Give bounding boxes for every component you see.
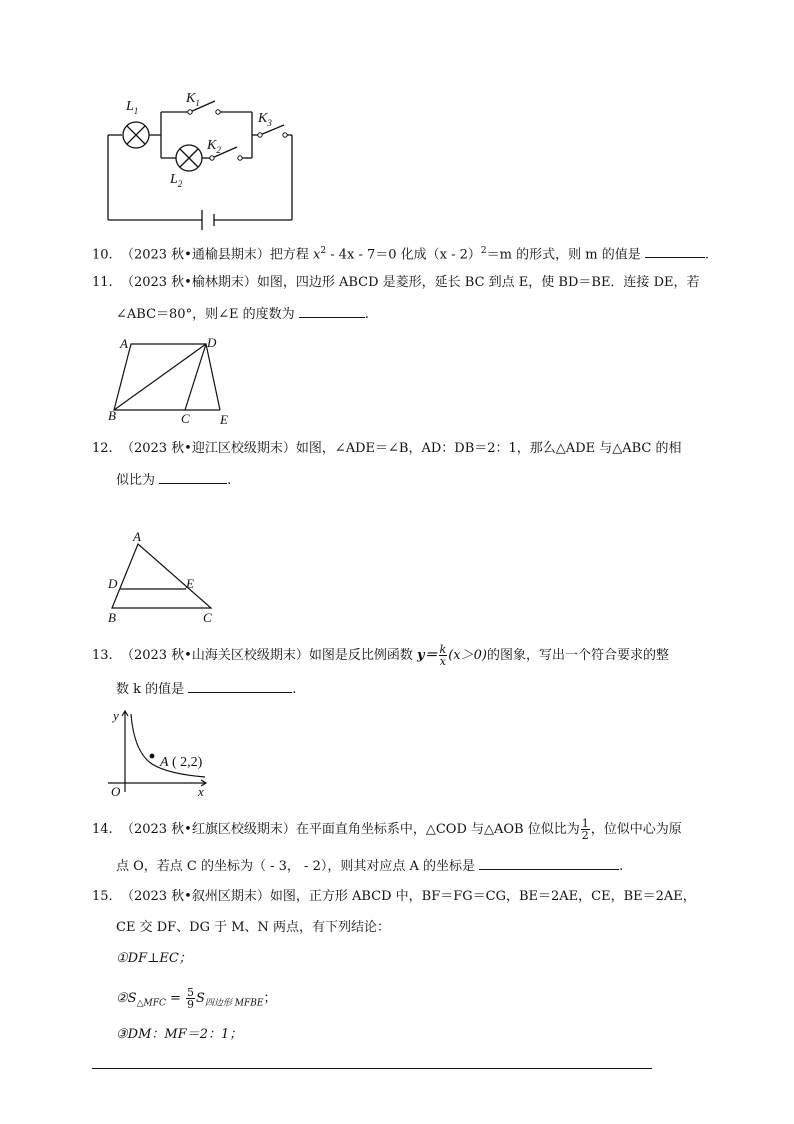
svg-text:y: y <box>113 708 119 723</box>
label-K2: $K_2$ <box>207 138 221 155</box>
label-K3: $K_3$ <box>258 111 272 128</box>
question-11-line1: 11. （2023 秋•榆林期末）如图，四边形 ABCD 是菱形，延长 BC 到点 E，使 BD＝BE．连接 DE，若 <box>92 275 700 290</box>
question-14-line2: 点 O，若点 C 的坐标为（ - 3， - 2），则其对应点 A 的坐标是 . <box>116 859 624 874</box>
answer-blank <box>479 857 619 870</box>
svg-text:E: E <box>186 576 194 591</box>
svg-text:B: B <box>108 610 116 625</box>
label-K1: $K_1$ <box>186 91 200 108</box>
footer-rule <box>92 1068 652 1069</box>
question-12-line2: 似比为 . <box>116 473 232 488</box>
svg-text:x: x <box>198 784 204 799</box>
question-13-line2: 数 k 的值是 . <box>116 682 297 697</box>
svg-text:D: D <box>207 335 217 350</box>
svg-text:( 2,2): ( 2,2) <box>172 755 203 770</box>
svg-text:A: A <box>133 529 141 544</box>
label-L2: $L_2$ <box>170 172 183 189</box>
conclusion-1: ①DF⊥EC； <box>116 951 192 966</box>
question-14-line1: 14. （2023 秋•红旗区校级期末）在平面直角坐标系中，△COD 与△AOB 位似比为 $\frac{1}{2}$ ，位似中心为原 <box>92 817 682 842</box>
question-10: 10. （2023 秋•通榆县期末）把方程 $x^2 - 4x - 7=0$ 化成（x - 2）$^2$＝m 的形式，则 m 的值是 . <box>92 246 709 263</box>
svg-text:B: B <box>108 408 116 423</box>
svg-text:A: A <box>120 336 128 351</box>
question-13-line1: 13. （2023 秋•山海关区校级期末）如图是反比例函数 y＝ $\frac{k}{x}$ (x＞0)的图象，写出一个符合要求的整 <box>92 643 669 668</box>
svg-text:D: D <box>108 576 118 591</box>
conclusion-3: ③DM：MF＝2：1； <box>116 1027 243 1042</box>
svg-text:O: O <box>111 784 121 799</box>
svg-text:E: E <box>220 412 228 427</box>
question-15-line1: 15. （2023 秋•叙州区期末）如图，正方形 ABCD 中，BF＝FG＝CG，BE＝2AE，CE，BE＝2AE， <box>92 889 696 904</box>
svg-text:C: C <box>203 610 212 625</box>
label-L1: $L_1$ <box>126 99 139 116</box>
question-15-line2: CE 交 DF、DG 于 M、N 两点，有下列结论： <box>116 920 391 935</box>
svg-text:A: A <box>160 755 169 770</box>
question-11-line2: ∠ABC＝80°，则∠E 的度数为 . <box>116 307 369 322</box>
question-12-line1: 12. （2023 秋•迎江区校级期末）如图，∠ADE＝∠B，AD：DB＝2：1，那么△ADE 与△ABC 的相 <box>92 441 682 456</box>
conclusion-2: $②S_{\triangle MFC}$ = $\frac{5}{9}$ $S_{四边形 MFBE}$； <box>116 986 277 1011</box>
svg-text:C: C <box>181 411 190 426</box>
